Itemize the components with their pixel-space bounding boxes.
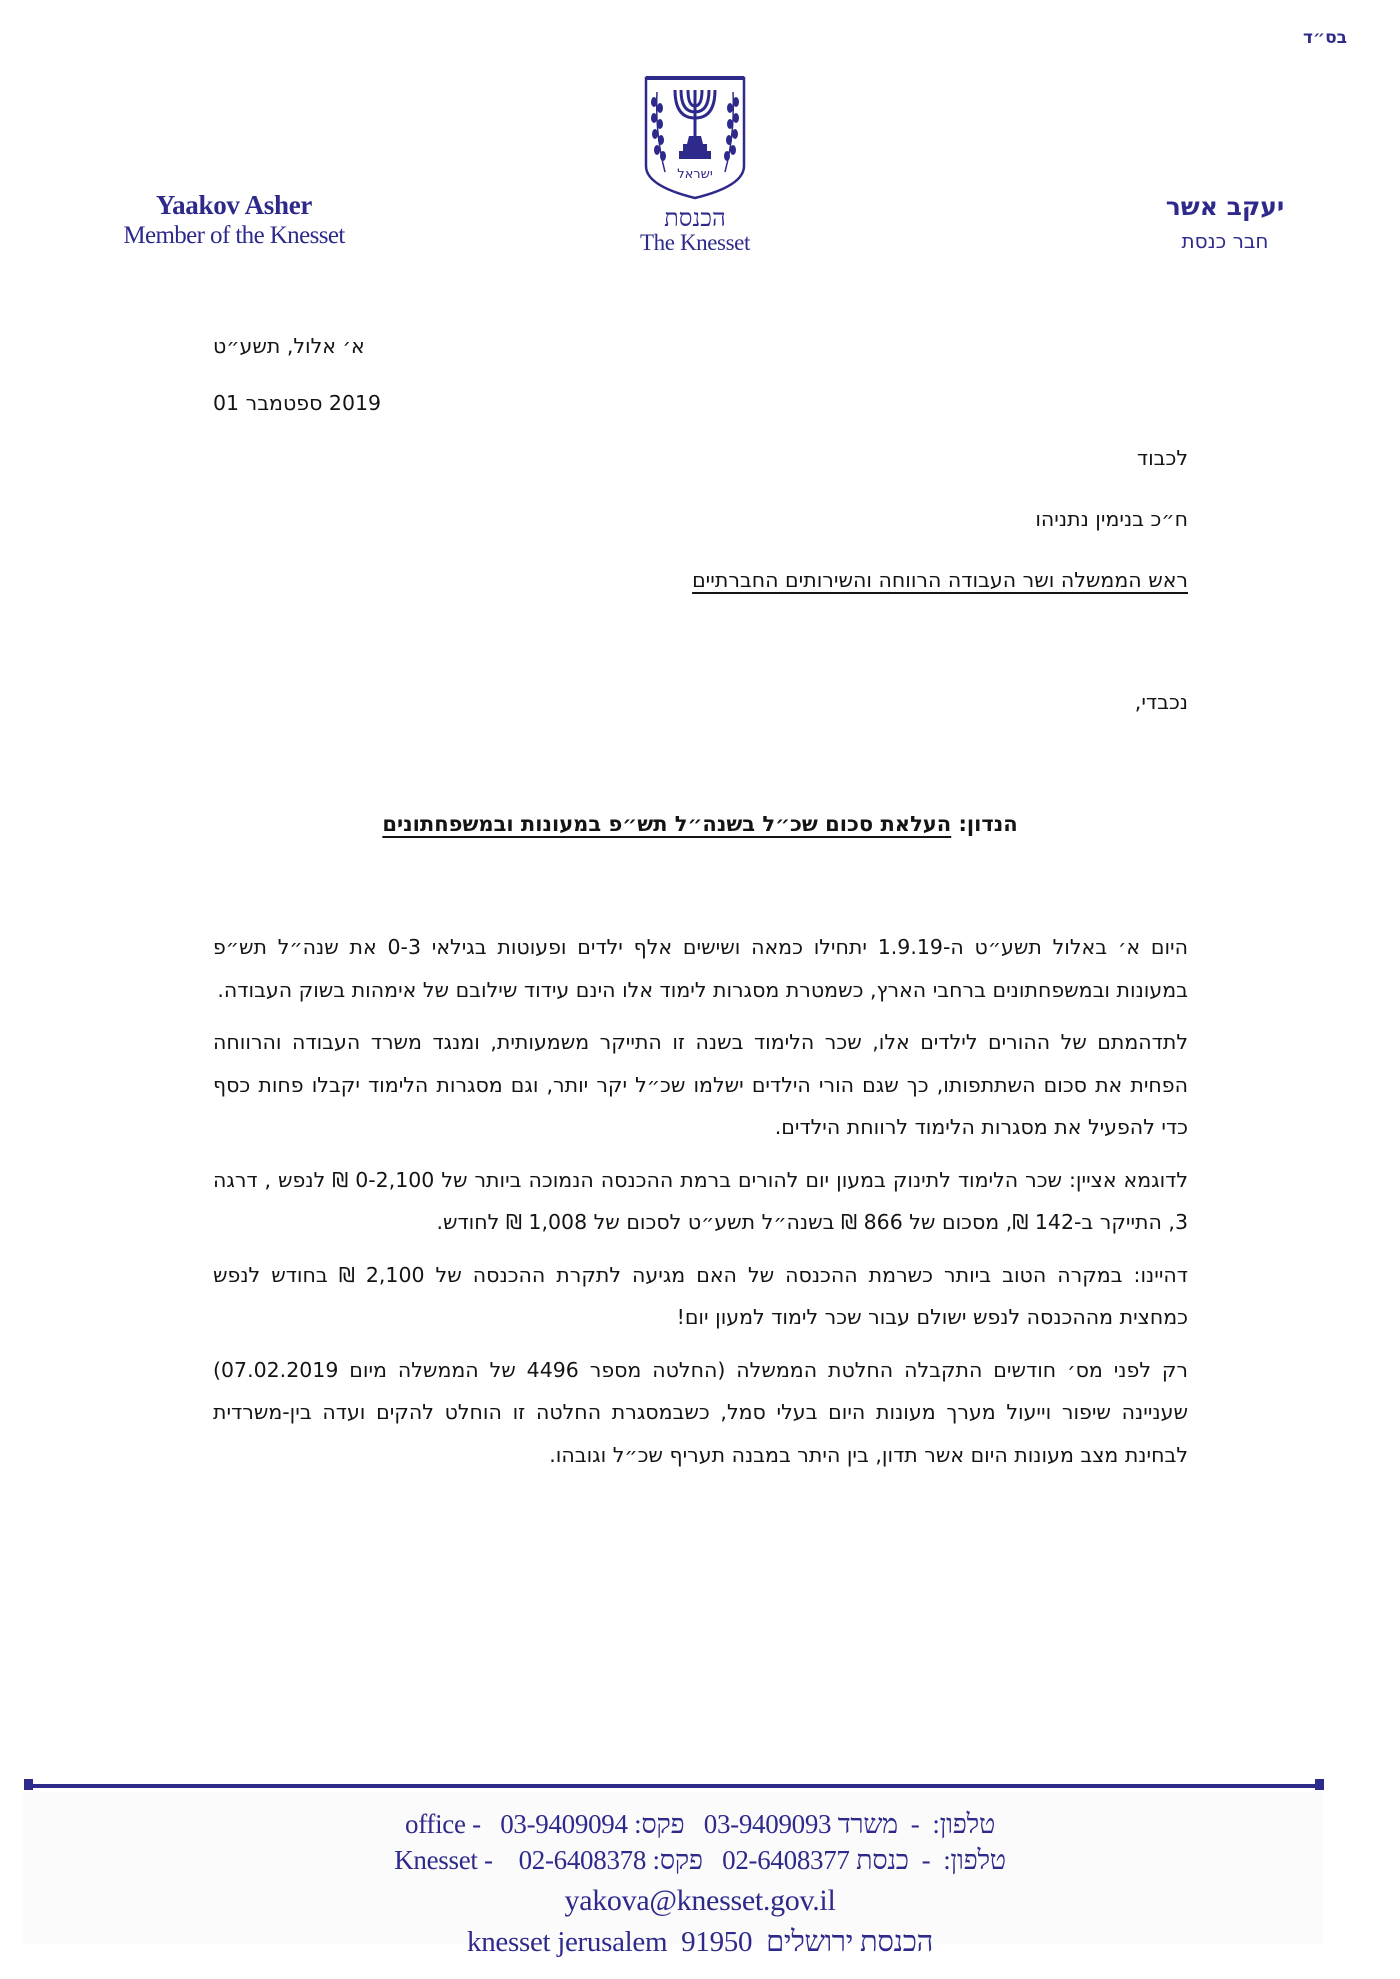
svg-text:ישראל: ישראל — [677, 167, 713, 182]
letter-body — [213, 926, 1188, 1486]
date-hebrew: א׳ אלול, תשע״ט — [213, 334, 365, 358]
footer-divider — [27, 1784, 1318, 1788]
greeting: נכבדי, — [1134, 690, 1188, 714]
footer-address: knesset jerusalem 91950 הכנסת ירושלים — [467, 1926, 933, 1958]
recipient-title: ראש הממשלה ושר העבודה הרווחה והשירותים החברתיים — [692, 568, 1188, 592]
date-gregorian: 2019 ספטמבר 01 — [213, 391, 382, 415]
footer-divider-cap-left — [24, 1779, 33, 1790]
recipient-salutation: לכבוד — [1136, 446, 1188, 470]
footer-email-link[interactable]: yakova@knesset.gov.il — [564, 1884, 836, 1917]
subject-label: הנדון: — [958, 812, 1018, 836]
subject-text: העלאת סכום שכ״ל בשנה״ל תש״פ במעונות ובמשפחתונים — [382, 812, 952, 836]
body-paragraph: לדוגמא אציין: שכר הלימוד לתינוק במעון יום להורים ברמת ההכנסה הנמוכה ביותר של 0-2,100 ₪ לנפש , דרגה 3, התייקר ב-142 ₪, מסכום של 866 ₪ בשנה״ל תשע״ט לסכום של 1,008 ₪ לחודש. — [213, 1167, 1189, 1234]
footer-knesset-contact: Knesset - 02-6408378 פקס: 02-6408377 טלפון: - כנסת — [394, 1845, 1006, 1875]
knesset-name-en: The Knesset — [640, 230, 750, 255]
body-paragraph: דהיינו: במקרה הטוב ביותר כשרמת ההכנסה של האם מגיעה לתקרת ההכנסה של 2,100 ₪ בחודש לנפש כמחצית מההכנסה לנפש ישולם עבור שכר לימוד למעון יום! — [213, 1262, 1188, 1329]
knesset-emblem-icon — [643, 74, 747, 200]
sender-role-en: Member of the Knesset — [123, 222, 345, 249]
footer-office-contact: office - 03-9409094 פקס: 03-9409093 טלפון: - משרד — [405, 1809, 995, 1839]
footer-divider-cap-right — [1315, 1779, 1324, 1790]
recipient-name: ח״כ בנימין נתניהו — [1035, 507, 1188, 531]
body-paragraph: היום א׳ באלול תשע״ט ה-1.9.19 יתחילו כמאה ושישים אלף ילדים ופעוטות בגילאי 0-3 את שנה״ל תש״פ במעונות ובמשפחתונים ברחבי הארץ, כשמטרת מסגרות לימוד אלו הינם עידוד שילובם של אימהות בשוק העבודה. — [213, 935, 1189, 1002]
body-paragraph: רק לפני מס׳ חודשים התקבלה החלטת הממשלה (החלטה מספר 4496 של הממשלה מיום 07.02.2019) שעניינה שיפור וייעול מערך מעונות היום בעלי סמל, כשבמסגרת החלטה זו הוחלט להקים ועדה בין-משרדית לבחינת מצב מעונות היום אשר תדון, בין היתר במבנה תעריף שכ״ל וגובהו. — [213, 1357, 1188, 1467]
bsd-mark: בס״ד — [1303, 28, 1347, 48]
sender-role-he: חבר כנסת — [1181, 229, 1269, 253]
body-paragraph: לתדהמתם של ההורים לילדים אלו, שכר הלימוד בשנה זו התייקר משמעותית, ומנגד משרד העבודה והרווחה הפחית את סכום השתתפותו, כך שגם הורי הילדים ישלמו שכ״ל יקר יותר, וגם מסגרות הלימוד יקבלו פחות כסף כדי להפעיל את מסגרות הלימוד לרווחת הילדים. — [213, 1030, 1188, 1139]
sender-name-en: Yaakov Asher — [155, 190, 313, 220]
knesset-name-he: הכנסת — [664, 206, 726, 232]
subject-line — [300, 812, 1100, 836]
sender-name-he: יעקב אשר — [1165, 192, 1285, 221]
